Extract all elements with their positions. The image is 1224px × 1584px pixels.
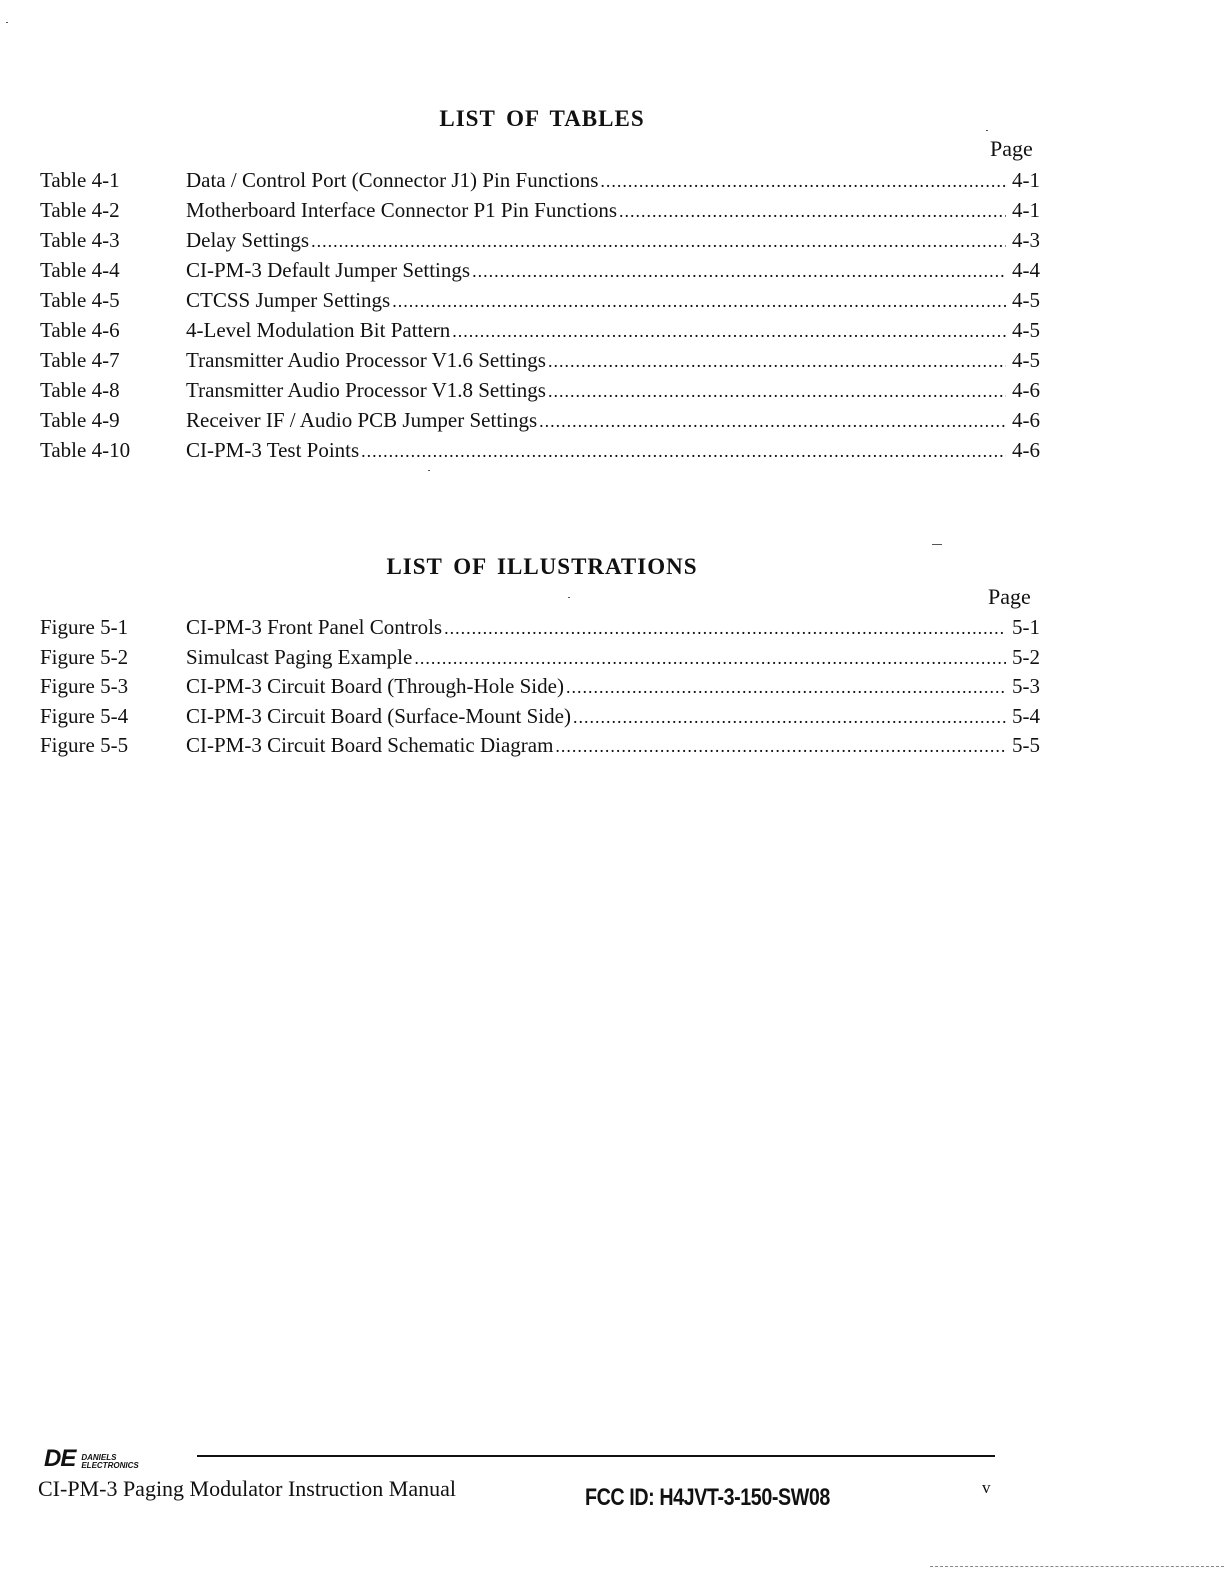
toc-entry (40, 405, 1040, 435)
toc-entry-id: Figure 5-3 (40, 674, 129, 698)
toc-entry-title: CI-PM-3 Default Jumper Settings (186, 258, 471, 282)
toc-entry (40, 672, 1040, 702)
toc-entry-page: 5-1 (1012, 615, 1040, 639)
toc-entry (40, 702, 1040, 732)
toc-entry-title: CI-PM-3 Test Points (186, 438, 360, 462)
toc-entry-page: 4-1 (1012, 168, 1040, 192)
logo-name-line1: DANIELS (81, 1453, 117, 1462)
toc-entry-title: CI-PM-3 Circuit Board (Through-Hole Side) (186, 674, 564, 698)
toc-entry-page: 4-3 (1012, 228, 1040, 252)
illustrations-page-column-label: Page (988, 584, 1031, 609)
toc-entry-page: 4-5 (1012, 348, 1040, 372)
toc-leader-dots (548, 346, 1006, 376)
toc-entry-page: 4-5 (1012, 288, 1040, 312)
illustrations-list (40, 613, 1040, 761)
scan-speck (428, 470, 430, 471)
scan-speck (568, 597, 570, 598)
toc-leader-dots (444, 614, 1006, 644)
toc-entry-page: 5-4 (1012, 703, 1040, 728)
toc-entry (40, 225, 1040, 255)
toc-entry-id: Table 4-9 (40, 408, 120, 432)
toc-entry-title: CI-PM-3 Front Panel Controls (186, 615, 443, 639)
list-of-tables-heading: LIST OF TABLES (439, 106, 645, 131)
toc-entry-page: 4-1 (1012, 198, 1040, 222)
toc-entry (40, 255, 1040, 285)
toc-entry-page: 5-2 (1012, 644, 1040, 669)
toc-entry-page: 4-6 (1012, 438, 1040, 462)
footer-rule (197, 1455, 995, 1457)
scan-edge-mark (930, 1566, 1224, 1567)
toc-leader-dots (548, 376, 1006, 406)
toc-entry-page: 5-5 (1012, 733, 1040, 757)
toc-entry (40, 315, 1040, 345)
toc-entry-page: 4-6 (1012, 408, 1040, 432)
scan-speck (932, 544, 942, 545)
toc-leader-dots (361, 436, 1006, 466)
toc-leader-dots (452, 316, 1006, 346)
toc-entry-title: CTCSS Jumper Settings (186, 288, 391, 312)
toc-leader-dots (472, 256, 1006, 286)
manual-title: CI-PM-3 Paging Modulator Instruction Manual (38, 1476, 456, 1501)
toc-entry-page: 4-6 (1012, 378, 1040, 402)
scan-speck (986, 130, 988, 131)
scan-speck (6, 22, 8, 23)
toc-entry-title: Data / Control Port (Connector J1) Pin Functions (186, 168, 599, 192)
toc-entry (40, 731, 1040, 761)
toc-leader-dots (573, 703, 1006, 733)
toc-entry-id: Table 4-3 (40, 228, 120, 252)
toc-entry-title: Delay Settings (186, 228, 310, 252)
toc-entry-title: Simulcast Paging Example (186, 644, 413, 669)
toc-entry-title: Transmitter Audio Processor V1.6 Settings (186, 348, 546, 372)
toc-entry-page: 4-5 (1012, 318, 1040, 342)
toc-entry-title: Motherboard Interface Connector P1 Pin Functions (186, 198, 617, 222)
toc-entry (40, 375, 1040, 405)
toc-entry (40, 643, 1040, 673)
toc-leader-dots (311, 226, 1006, 256)
toc-entry-id: Table 4-7 (40, 348, 120, 372)
list-of-illustrations-heading: LIST OF ILLUSTRATIONS (386, 554, 698, 579)
toc-leader-dots (555, 732, 1006, 762)
toc-entry-id: Table 4-10 (40, 438, 131, 462)
toc-leader-dots (539, 406, 1006, 436)
toc-entry-id: Table 4-5 (40, 288, 120, 312)
toc-entry-id: Figure 5-5 (40, 733, 129, 757)
toc-entry-id: Table 4-1 (40, 168, 120, 192)
toc-entry (40, 195, 1040, 225)
toc-entry (40, 345, 1040, 375)
toc-entry-id: Table 4-2 (40, 198, 120, 222)
toc-entry-title: Receiver IF / Audio PCB Jumper Settings (186, 408, 538, 432)
toc-entry-id: Figure 5-1 (40, 615, 129, 639)
toc-entry-title: CI-PM-3 Circuit Board (Surface-Mount Side) (186, 703, 571, 728)
toc-leader-dots (392, 286, 1006, 316)
toc-entry-title: CI-PM-3 Circuit Board Schematic Diagram (186, 733, 554, 757)
toc-entry (40, 285, 1040, 315)
fcc-id: FCC ID: H4JVT-3-150-SW08 (585, 1484, 830, 1511)
toc-entry (40, 435, 1040, 465)
logo-name-line2: ELECTRONICS (81, 1461, 139, 1470)
toc-leader-dots (619, 196, 1006, 226)
logo-mark: DE (44, 1445, 76, 1472)
toc-entry (40, 165, 1040, 195)
toc-entry-id: Figure 5-2 (40, 644, 129, 669)
toc-entry-id: Table 4-6 (40, 318, 120, 342)
toc-entry-page: 4-4 (1012, 258, 1040, 282)
logo-wordmark (81, 1454, 138, 1470)
toc-entry-title: 4-Level Modulation Bit Pattern (186, 318, 451, 342)
toc-entry-id: Table 4-4 (40, 258, 120, 282)
tables-list (40, 165, 1040, 465)
toc-entry-title: Transmitter Audio Processor V1.8 Settings (186, 378, 546, 402)
toc-entry-page: 5-3 (1012, 674, 1040, 698)
toc-entry-id: Figure 5-4 (40, 703, 129, 728)
toc-entry-id: Table 4-8 (40, 378, 120, 402)
toc-leader-dots (414, 644, 1006, 674)
toc-entry (40, 613, 1040, 643)
page-number: v (982, 1478, 991, 1497)
toc-leader-dots (566, 673, 1006, 703)
daniels-electronics-logo (44, 1444, 139, 1470)
toc-leader-dots (600, 166, 1006, 196)
tables-page-column-label: Page (990, 136, 1033, 161)
